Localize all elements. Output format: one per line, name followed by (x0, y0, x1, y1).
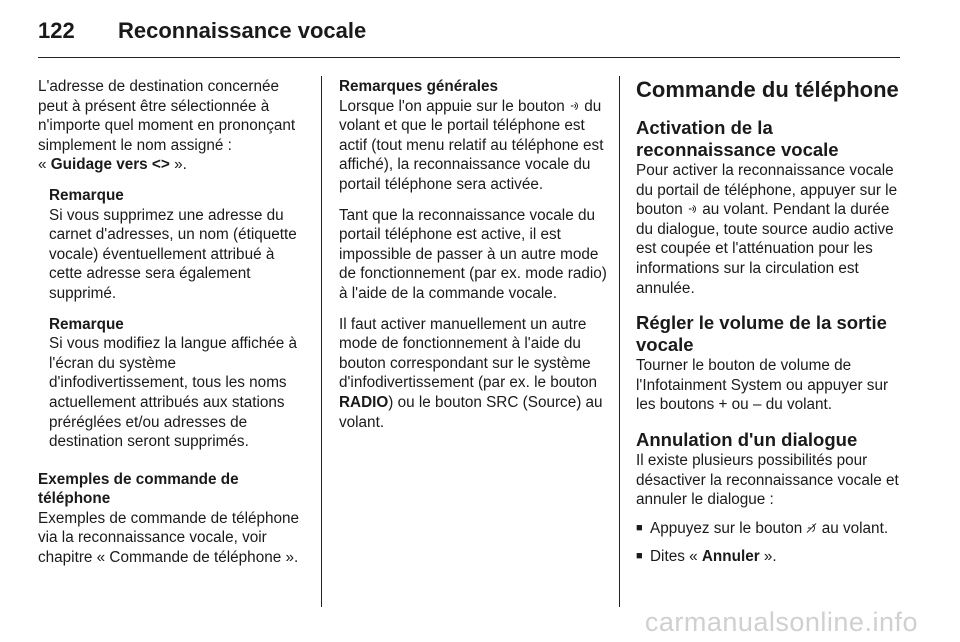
section-title: Commande du téléphone (636, 77, 899, 102)
radio-button-label: RADIO (339, 393, 389, 411)
general-remarks-p3: Il faut activer manuellement un autre mode de fonctionnement à l'aide du bouton correspondant sur le système d'infodivertissement (par ex. le bouton RADIO) ou le bouton SRC (Source) au volant. (339, 315, 603, 431)
command-annuler: Annuler (701, 548, 760, 566)
note-1 (49, 186, 310, 304)
column-divider-2 (619, 76, 620, 607)
volume-heading: Régler le volume de la sortie vocale (636, 312, 887, 356)
bullet-square-icon: ■ (636, 550, 643, 563)
page-title: Reconnaissance vocale (118, 18, 367, 43)
note-2 (49, 315, 310, 452)
voice-button-icon (687, 203, 698, 215)
list-item: ■ Dites « Annuler ». (636, 548, 777, 566)
column-right (636, 77, 908, 581)
note-1-label: Remarque (49, 186, 124, 204)
column-left (38, 77, 310, 579)
general-remarks-p1: Remarques générales Lorsque l'on appuie sur le bouton du volant et que le portail téléphone est actif (tout menu relatif au téléphone est affiché), la reconnaissance vocale du portail téléphone sera activée. (339, 77, 611, 195)
cancel-section: Annulation d'un dialogue Il existe plusieurs possibilités pour désactiver la reconnaissance vocale et annuler le dialogue : ■ Appuyez sur le bouton au volant. ■ Dites « Annuler ». (636, 429, 908, 567)
column-divider-1 (321, 76, 322, 607)
phone-examples-section (38, 470, 310, 568)
general-remarks-heading: Remarques générales (339, 78, 498, 95)
intro-paragraph: L'adresse de destination concernée peut à présent être sélectionnée à n'importe quel moment en prononçant simplement le nom assigné : « Guidage vers <> ». (38, 78, 296, 174)
page-number: 122 (38, 18, 75, 43)
activation-heading: Activation de la reconnaissance vocale (636, 117, 839, 160)
watermark: carmanualsonline.info (644, 607, 918, 637)
bullet-square-icon: ■ (636, 521, 643, 534)
note-2-text: Si vous modifiez la langue affichée à l'écran du système d'infodivertissement, tous les noms actuellement attribués aux stations préréglées et/ou adresses de destination seront supprimés. (49, 335, 298, 451)
volume-section: Régler le volume de la sortie vocale Tourner le bouton de volume de l'Infotainment System ou appuyer sur les boutons + ou – du volant. (636, 312, 908, 415)
header-rule (38, 57, 900, 58)
page-header (38, 18, 366, 48)
cancel-heading: Annulation d'un dialogue (636, 428, 858, 450)
mute-voice-button-icon (806, 522, 817, 534)
command-guidage-vers: Guidage vers <> (50, 156, 170, 174)
note-2-label: Remarque (49, 315, 124, 333)
column-middle (339, 77, 611, 443)
note-1-text: Si vous supprimez une adresse du carnet d'adresses, un nom (étiquette vocale) éventuellement attribué à cette adresse sera également supprimé. (49, 206, 297, 302)
general-remarks-p2: Tant que la reconnaissance vocale du portail téléphone est active, il est impossible de passer à un autre mode de fonctionnement (par ex. mode radio) à l'aide de la commande vocale. (339, 206, 607, 302)
activation-section: Activation de la reconnaissance vocale Pour activer la reconnaissance vocale du portail de téléphone, appuyer sur le bouton au volant. Pendant la durée du dialogue, toute source audio active est coupée et l'atténuation pour les informations sur la circulation est annulée. (636, 117, 908, 298)
voice-button-icon (569, 100, 580, 112)
list-item: ■ Appuyez sur le bouton au volant. (636, 519, 889, 537)
phone-examples-text: Exemples de commande de téléphone via la reconnaissance vocale, voir chapitre « Commande de téléphone ». (38, 509, 300, 567)
phone-examples-heading: Exemples de commande de téléphone (38, 470, 239, 508)
